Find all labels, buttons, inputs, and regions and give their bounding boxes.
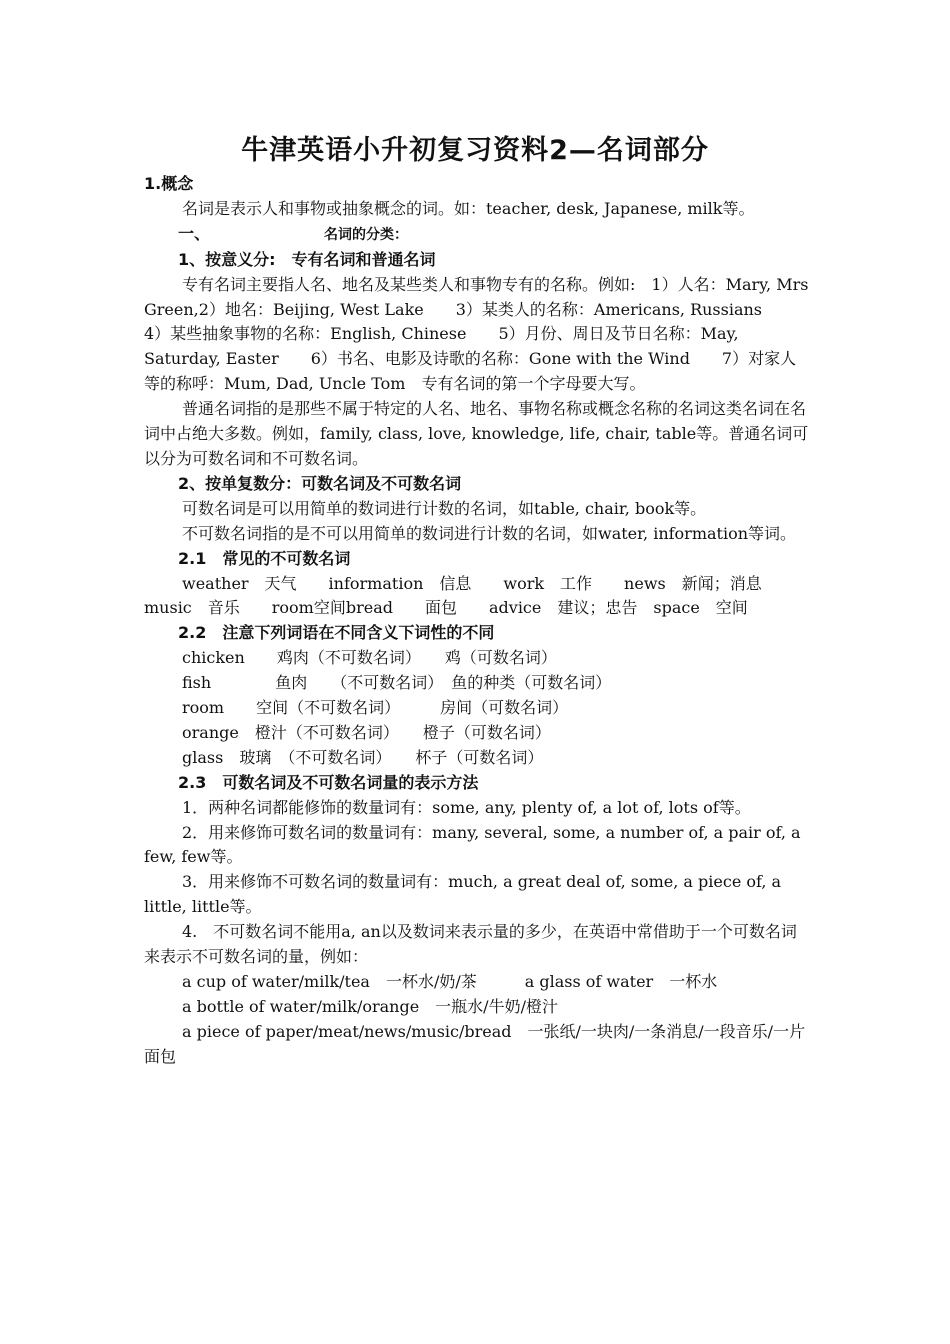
example-line: a piece of paper/meat/news/music/bread 一张纸/一块肉/一条消息/一段音乐/一片面包 xyxy=(144,1021,806,1066)
classification-label: 名词的分类： xyxy=(324,226,409,243)
page-title: 牛津英语小升初复习资料2—名词部分 xyxy=(241,135,709,166)
paragraph-uncountable: 不可数名词指的是不可以用简单的数词进行计数的名词，如water, information等词。 xyxy=(182,523,797,543)
example-line: a bottle of water/milk/orange 一瓶水/牛奶/橙汁 xyxy=(182,996,558,1016)
example-line: a cup of water/milk/tea 一杯水/奶/茶 a glass of water 一杯水 xyxy=(182,972,718,991)
word-row: orange 橙汁（不可数名词） 橙子（可数名词） xyxy=(182,722,551,742)
section-heading-concept: 1.概念 xyxy=(144,174,194,193)
subsection-heading-2-2: 2.2 注意下列词语在不同含义下词性的不同 xyxy=(178,623,495,643)
subsection-heading-number: 2、按单复数分：可数名词及不可数名词 xyxy=(178,473,462,493)
paragraph-concept: 名词是表示人和事物或抽象概念的词。如：teacher, desk, Japanese, milk等。 xyxy=(182,198,755,218)
word-row: glass 玻璃 （不可数名词） 杯子（可数名词） xyxy=(182,747,544,767)
paragraph-proper-nouns: 专有名词主要指人名、地名及某些类人和事物专有的名称。例如: 1）人名：Mary, Mrs Green,2）地名：Beijing, West Lake 3）某类人的名称：Americans, Russians 4）某些抽象事物的名称：English, Chinese 5）月份、周日及节日名称：May, Saturday, Easter 6）书名、电影及诗歌的名称：Gone with the Wind 7）对家人等的称呼：Mum, Dad, Uncle Tom 专有名词的第一个字母要大写。 xyxy=(144,274,809,394)
paragraph-common-nouns: 普通名词指的是那些不属于特定的人名、地名、事物名称或概念名称的名词这类名词在名词中占绝大多数。例如，family, class, love, knowledge, life, chair, table等。普通名词可以分为可数名词和不可数名词。 xyxy=(144,399,809,468)
quantity-item: 1．两种名词都能修饰的数量词有：some, any, plenty of, a lot of, lots of等。 xyxy=(182,797,751,817)
subsection-heading-2-3: 2.3 可数名词及不可数名词量的表示方法 xyxy=(178,772,479,792)
quantity-item: 3．用来修饰不可数名词的数量词有：much, a great deal of, some, a piece of, a little, little等。 xyxy=(144,872,782,917)
word-row: room 空间（不可数名词） 房间（可数名词） xyxy=(182,698,569,718)
word-row: fish 鱼肉 （不可数名词） 鱼的种类（可数名词） xyxy=(182,673,612,693)
word-row: chicken 鸡肉（不可数名词） 鸡（可数名词） xyxy=(182,648,557,668)
subsection-heading-meaning: 1、按意义分: 专有名词和普通名词 xyxy=(178,249,436,269)
classification-heading xyxy=(144,222,810,248)
document-body xyxy=(144,172,810,1070)
subsection-heading-2-1: 2.1 常见的不可数名词 xyxy=(178,548,351,568)
quantity-item: 2．用来修饰可数名词的数量词有：many, several, some, a number of, a pair of, a few, few等。 xyxy=(144,822,801,867)
paragraph-common-uncountable: weather 天气 information 信息 work 工作 news 新闻；消息 music 音乐 room空间bread 面包 advice 建议；忠告 space 空间 xyxy=(144,573,794,618)
classification-number: 一、 xyxy=(178,223,211,243)
paragraph-countable: 可数名词是可以用简单的数词进行计数的名词，如table, chair, book等。 xyxy=(182,498,707,518)
quantity-item: 4. 不可数名词不能用a, an以及数词来表示量的多少，在英语中常借助于一个可数名词来表示不可数名词的量，例如： xyxy=(144,922,797,967)
